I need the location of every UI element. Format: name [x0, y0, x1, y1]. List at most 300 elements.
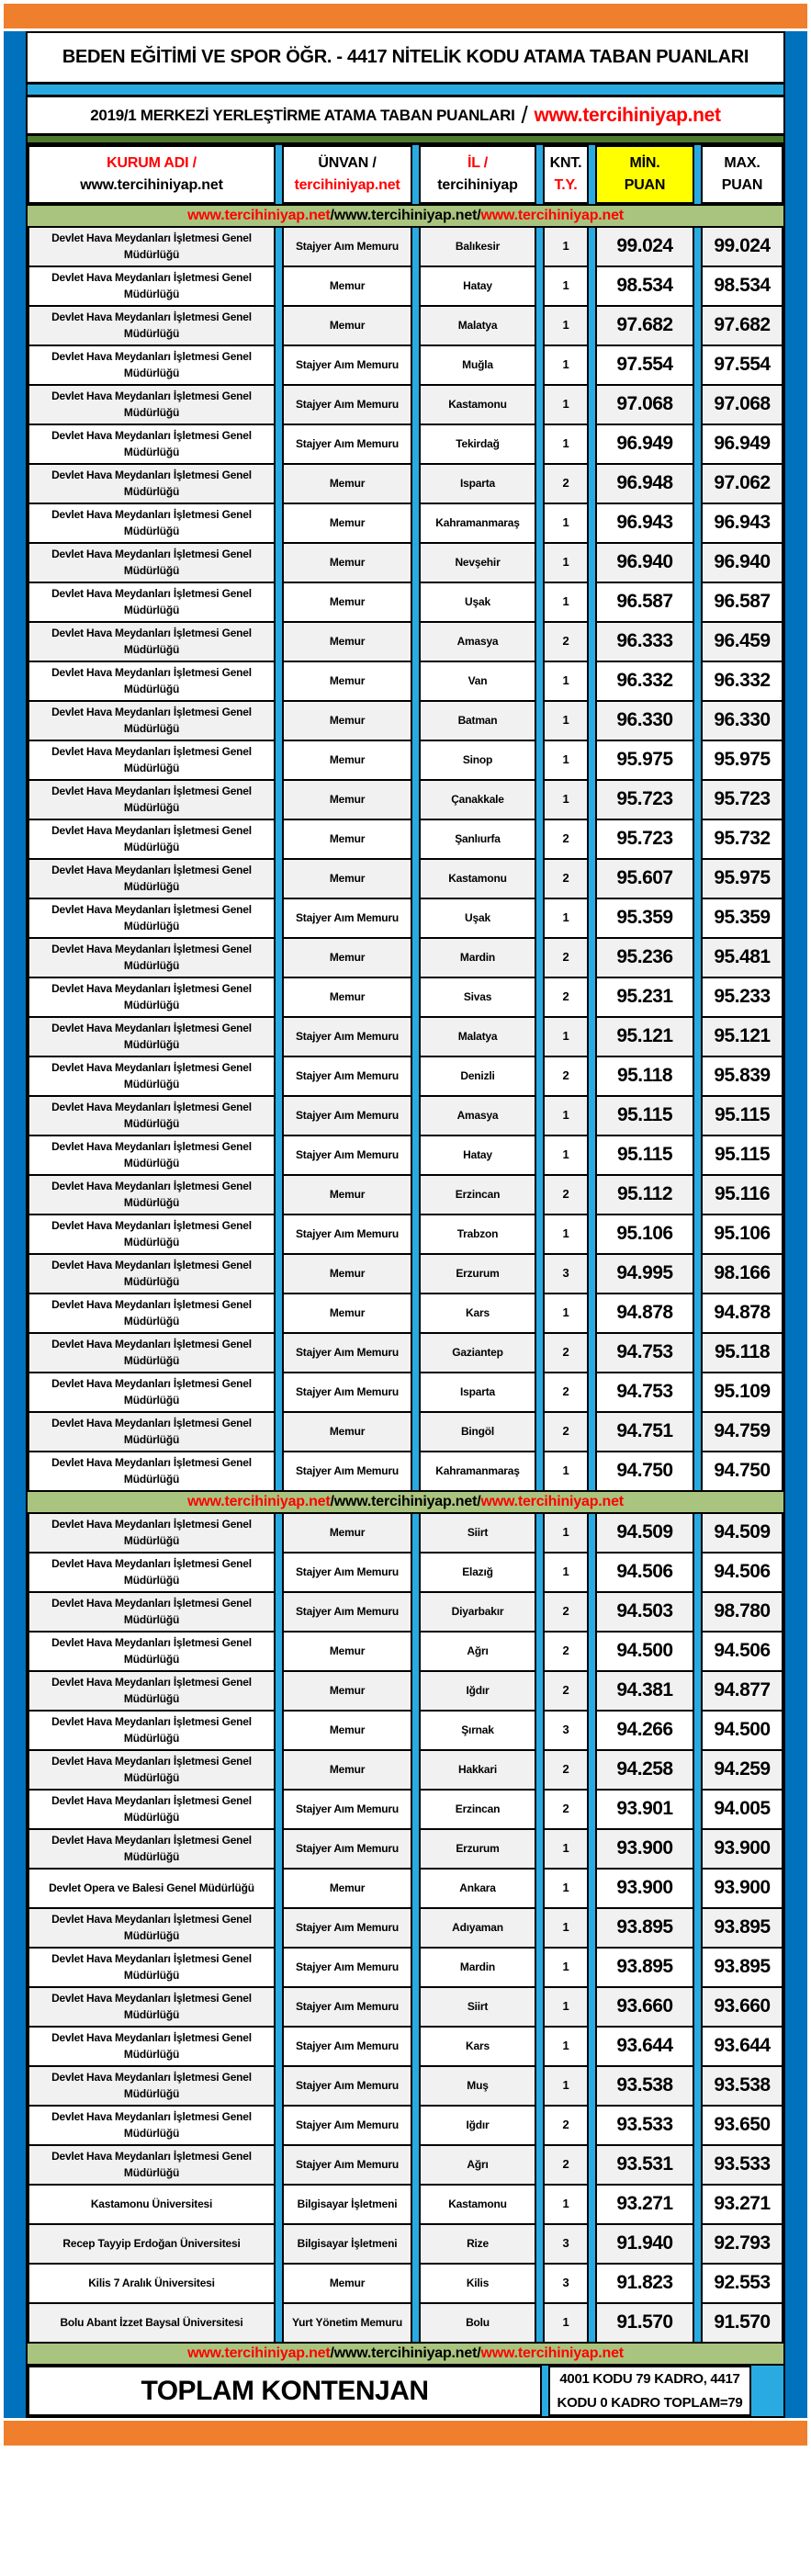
header-cell-kurum	[28, 145, 276, 204]
cell-max: 97.682	[701, 305, 783, 346]
cell-il: Nevşehir	[419, 542, 536, 583]
cell-max: 93.650	[701, 2105, 783, 2146]
cell-unvan: Stajyer Aım Memuru	[282, 2144, 412, 2186]
cell-knt: 2	[543, 819, 589, 860]
cell-knt: 1	[543, 1828, 589, 1870]
cell-min: 94.750	[595, 1451, 694, 1492]
cell-il: Bingöl	[419, 1411, 536, 1452]
cell-min: 95.723	[595, 779, 694, 820]
separator-text: www.tercihiniyap.net	[480, 2345, 624, 2361]
cell-max: 95.121	[701, 1016, 783, 1057]
cell-max: 96.940	[701, 542, 783, 583]
cell-il: Erzincan	[419, 1789, 536, 1830]
cell-knt: 1	[543, 582, 589, 623]
cell-il: Erzincan	[419, 1174, 536, 1215]
cell-unvan: Memur	[282, 1631, 412, 1672]
cell-il: Kastamonu	[419, 858, 536, 899]
cell-min: 94.506	[595, 1552, 694, 1593]
cell-max: 94.500	[701, 1710, 783, 1751]
cell-knt: 1	[543, 2302, 589, 2344]
table-row	[28, 226, 783, 267]
cell-kurum: Devlet Hava Meydanları İşletmesi Genel Müdürlüğü	[28, 1591, 276, 1633]
cell-unvan: Memur	[282, 1868, 412, 1909]
table-row	[28, 1135, 783, 1176]
separator-text: www.tercihiniyap.net	[480, 208, 624, 223]
cell-knt: 1	[543, 305, 589, 346]
cell-min: 93.901	[595, 1789, 694, 1830]
cell-kurum: Devlet Hava Meydanları İşletmesi Genel Müdürlüğü	[28, 1253, 276, 1294]
cell-kurum: Devlet Hava Meydanları İşletmesi Genel Müdürlüğü	[28, 266, 276, 307]
cell-max: 92.793	[701, 2223, 783, 2265]
table-row	[28, 1749, 783, 1791]
cell-il: Ağrı	[419, 1631, 536, 1672]
cell-il: Elazığ	[419, 1552, 536, 1593]
separator-text: www.tercihiniyap.net	[333, 2345, 478, 2361]
cell-max: 96.587	[701, 582, 783, 623]
cell-knt: 2	[543, 1056, 589, 1097]
cell-kurum: Devlet Hava Meydanları İşletmesi Genel Müdürlüğü	[28, 1710, 276, 1751]
cell-unvan: Stajyer Aım Memuru	[282, 2026, 412, 2067]
table-row	[28, 1868, 783, 1909]
cell-kurum: Devlet Hava Meydanları İşletmesi Genel Müdürlüğü	[28, 503, 276, 544]
cell-kurum: Devlet Hava Meydanları İşletmesi Genel Müdürlüğü	[28, 1789, 276, 1830]
cell-kurum: Devlet Hava Meydanları İşletmesi Genel Müdürlüğü	[28, 740, 276, 781]
cell-min: 98.534	[595, 266, 694, 307]
separator-text: /	[477, 1494, 481, 1509]
table-row	[28, 1214, 783, 1255]
cell-unvan: Stajyer Aım Memuru	[282, 898, 412, 939]
separator-text: www.tercihiniyap.net	[333, 1494, 478, 1509]
cell-min: 96.333	[595, 621, 694, 662]
cell-kurum: Devlet Hava Meydanları İşletmesi Genel Müdürlüğü	[28, 819, 276, 860]
table-row	[28, 1710, 783, 1751]
cell-knt: 1	[543, 1947, 589, 1988]
cell-unvan: Memur	[282, 819, 412, 860]
cell-min: 95.236	[595, 937, 694, 978]
www-separator-row	[28, 1490, 783, 1514]
table-row	[28, 582, 783, 623]
cell-il: Çanakkale	[419, 779, 536, 820]
separator-text: /	[477, 2345, 481, 2361]
cell-max: 95.116	[701, 1174, 783, 1215]
cell-il: Malatya	[419, 1016, 536, 1057]
table-body	[28, 204, 783, 2366]
cell-knt: 1	[543, 661, 589, 702]
cell-min: 97.682	[595, 305, 694, 346]
cell-max: 96.459	[701, 621, 783, 662]
cell-unvan: Memur	[282, 1174, 412, 1215]
cell-knt: 1	[543, 1214, 589, 1255]
main-frame	[4, 31, 807, 2418]
table-row	[28, 1631, 783, 1672]
table-row	[28, 2302, 783, 2344]
cell-kurum: Devlet Hava Meydanları İşletmesi Genel Müdürlüğü	[28, 1552, 276, 1593]
cell-max: 98.780	[701, 1591, 783, 1633]
cell-il: Siirt	[419, 1986, 536, 2028]
cell-knt: 1	[543, 424, 589, 465]
cell-min: 94.751	[595, 1411, 694, 1452]
table-row	[28, 2223, 783, 2265]
cell-il: Isparta	[419, 463, 536, 504]
cell-unvan: Memur	[282, 463, 412, 504]
cell-il: Uşak	[419, 582, 536, 623]
cell-unvan: Memur	[282, 266, 412, 307]
cell-min: 94.753	[595, 1372, 694, 1413]
cell-knt: 1	[543, 542, 589, 583]
cell-max: 94.005	[701, 1789, 783, 1830]
cell-min: 94.500	[595, 1631, 694, 1672]
cell-knt: 2	[543, 858, 589, 899]
cell-unvan: Yurt Yönetim Memuru	[282, 2302, 412, 2344]
cell-knt: 1	[543, 1016, 589, 1057]
cell-il: Kastamonu	[419, 2184, 536, 2225]
table-row	[28, 503, 783, 544]
cell-max: 97.062	[701, 463, 783, 504]
cell-il: Şanlıurfa	[419, 819, 536, 860]
cell-knt: 2	[543, 1789, 589, 1830]
table-row	[28, 898, 783, 939]
cell-kurum: Kastamonu Üniversitesi	[28, 2184, 276, 2225]
cell-il: Uşak	[419, 898, 536, 939]
table-row	[28, 1591, 783, 1633]
cell-min: 93.271	[595, 2184, 694, 2225]
cell-il: Trabzon	[419, 1214, 536, 1255]
cell-unvan: Memur	[282, 740, 412, 781]
cell-max: 93.895	[701, 1907, 783, 1949]
cell-min: 94.878	[595, 1293, 694, 1334]
table-row	[28, 661, 783, 702]
cell-min: 99.024	[595, 226, 694, 267]
cell-max: 95.106	[701, 1214, 783, 1255]
cell-max: 98.534	[701, 266, 783, 307]
cell-unvan: Memur	[282, 542, 412, 583]
www-separator-row	[28, 2342, 783, 2366]
cell-knt: 1	[543, 2184, 589, 2225]
cell-knt: 2	[543, 977, 589, 1018]
cell-max: 96.943	[701, 503, 783, 544]
cell-kurum: Devlet Hava Meydanları İşletmesi Genel Müdürlüğü	[28, 621, 276, 662]
cell-knt: 1	[543, 266, 589, 307]
cell-min: 93.900	[595, 1828, 694, 1870]
footer-total-label: TOPLAM KONTENJAN	[28, 2366, 542, 2416]
header-il-line1: İL /	[467, 155, 489, 171]
cell-kurum: Devlet Hava Meydanları İşletmesi Genel Müdürlüğü	[28, 977, 276, 1018]
cell-kurum: Devlet Hava Meydanları İşletmesi Genel Müdürlüğü	[28, 1174, 276, 1215]
cell-il: Denizli	[419, 1056, 536, 1097]
cell-min: 95.231	[595, 977, 694, 1018]
cell-knt: 1	[543, 345, 589, 386]
cell-kurum: Devlet Hava Meydanları İşletmesi Genel Müdürlüğü	[28, 700, 276, 741]
cell-unvan: Stajyer Aım Memuru	[282, 1056, 412, 1097]
cell-max: 93.660	[701, 1986, 783, 2028]
cell-knt: 2	[543, 621, 589, 662]
cell-min: 95.115	[595, 1095, 694, 1136]
cell-unvan: Stajyer Aım Memuru	[282, 1372, 412, 1413]
cell-min: 91.570	[595, 2302, 694, 2344]
cell-kurum: Devlet Hava Meydanları İşletmesi Genel Müdürlüğü	[28, 1135, 276, 1176]
table-row	[28, 819, 783, 860]
cell-max: 93.538	[701, 2065, 783, 2107]
cell-max: 95.115	[701, 1095, 783, 1136]
cell-kurum: Devlet Hava Meydanları İşletmesi Genel Müdürlüğü	[28, 384, 276, 425]
cell-knt: 2	[543, 937, 589, 978]
table-row	[28, 1670, 783, 1712]
cell-min: 95.112	[595, 1174, 694, 1215]
cell-max: 99.024	[701, 226, 783, 267]
cell-knt: 1	[543, 1451, 589, 1492]
cell-knt: 2	[543, 1631, 589, 1672]
cell-unvan: Memur	[282, 582, 412, 623]
cell-kurum: Devlet Hava Meydanları İşletmesi Genel Müdürlüğü	[28, 779, 276, 820]
table-row	[28, 2026, 783, 2067]
cell-unvan: Stajyer Aım Memuru	[282, 384, 412, 425]
cell-unvan: Stajyer Aım Memuru	[282, 1947, 412, 1988]
table-row	[28, 2144, 783, 2186]
cell-max: 93.533	[701, 2144, 783, 2186]
cell-unvan: Stajyer Aım Memuru	[282, 1095, 412, 1136]
cell-kurum: Kilis 7 Aralık Üniversitesi	[28, 2263, 276, 2304]
cell-max: 93.900	[701, 1828, 783, 1870]
cell-il: Diyarbakır	[419, 1591, 536, 1633]
cell-min: 95.115	[595, 1135, 694, 1176]
cell-knt: 3	[543, 1710, 589, 1751]
cell-unvan: Memur	[282, 1253, 412, 1294]
cell-unvan: Stajyer Aım Memuru	[282, 1789, 412, 1830]
cell-il: Balıkesir	[419, 226, 536, 267]
table-row	[28, 2105, 783, 2146]
cell-kurum: Devlet Hava Meydanları İşletmesi Genel Müdürlüğü	[28, 1056, 276, 1097]
cell-min: 95.975	[595, 740, 694, 781]
cell-unvan: Stajyer Aım Memuru	[282, 226, 412, 267]
cell-il: Iğdır	[419, 1670, 536, 1712]
cell-kurum: Devlet Hava Meydanları İşletmesi Genel Müdürlüğü	[28, 542, 276, 583]
cell-min: 94.381	[595, 1670, 694, 1712]
cell-knt: 1	[543, 1512, 589, 1554]
table-row	[28, 2065, 783, 2107]
cell-min: 96.330	[595, 700, 694, 741]
cell-il: Muş	[419, 2065, 536, 2107]
page-title	[28, 33, 783, 85]
cell-unvan: Memur	[282, 621, 412, 662]
cell-il: Hatay	[419, 266, 536, 307]
cell-min: 95.118	[595, 1056, 694, 1097]
cell-knt: 1	[543, 384, 589, 425]
cell-kurum: Devlet Hava Meydanları İşletmesi Genel Müdürlüğü	[28, 1372, 276, 1413]
header-cell-knt	[543, 145, 589, 204]
cell-knt: 1	[543, 898, 589, 939]
cell-max: 94.509	[701, 1512, 783, 1554]
table-row	[28, 345, 783, 386]
header-cell-max	[701, 145, 783, 204]
cell-il: Iğdır	[419, 2105, 536, 2146]
cell-il: Malatya	[419, 305, 536, 346]
cell-kurum: Devlet Hava Meydanları İşletmesi Genel Müdürlüğü	[28, 2026, 276, 2067]
header-kurum-line2: www.tercihiniyap.net	[80, 177, 223, 193]
cell-kurum: Devlet Hava Meydanları İşletmesi Genel Müdürlüğü	[28, 1749, 276, 1791]
separator-text: /	[330, 208, 334, 223]
table-row	[28, 700, 783, 741]
cell-max: 95.481	[701, 937, 783, 978]
cell-knt: 1	[543, 779, 589, 820]
cell-max: 94.506	[701, 1631, 783, 1672]
table-row	[28, 740, 783, 781]
cell-min: 96.949	[595, 424, 694, 465]
cell-kurum: Bolu Abant İzzet Baysal Üniversitesi	[28, 2302, 276, 2344]
cell-max: 94.259	[701, 1749, 783, 1791]
cell-unvan: Memur	[282, 1670, 412, 1712]
table-row	[28, 1451, 783, 1492]
cell-min: 93.644	[595, 2026, 694, 2067]
table-row	[28, 2184, 783, 2225]
cell-max: 95.723	[701, 779, 783, 820]
cell-il: Kars	[419, 1293, 536, 1334]
cell-knt: 2	[543, 2105, 589, 2146]
cell-min: 91.940	[595, 2223, 694, 2265]
cell-min: 94.753	[595, 1332, 694, 1373]
table-row	[28, 1907, 783, 1949]
cell-unvan: Bilgisayar İşletmeni	[282, 2184, 412, 2225]
cell-kurum: Devlet Hava Meydanları İşletmesi Genel Müdürlüğü	[28, 898, 276, 939]
cell-unvan: Stajyer Aım Memuru	[282, 1986, 412, 2028]
cell-kurum: Devlet Hava Meydanları İşletmesi Genel Müdürlüğü	[28, 226, 276, 267]
cell-il: Sinop	[419, 740, 536, 781]
table-row	[28, 977, 783, 1018]
cell-unvan: Memur	[282, 1293, 412, 1334]
header-max-line2: PUAN	[721, 177, 763, 193]
cell-max: 94.750	[701, 1451, 783, 1492]
cell-unvan: Stajyer Aım Memuru	[282, 1451, 412, 1492]
cell-unvan: Stajyer Aım Memuru	[282, 1828, 412, 1870]
table-row	[28, 1016, 783, 1057]
column-header-row	[28, 145, 783, 204]
cell-min: 96.587	[595, 582, 694, 623]
header-cell-min	[595, 145, 694, 204]
cell-min: 91.823	[595, 2263, 694, 2304]
cell-min: 95.121	[595, 1016, 694, 1057]
cell-max: 95.975	[701, 858, 783, 899]
separator-text: /	[330, 2345, 334, 2361]
cell-il: Ağrı	[419, 2144, 536, 2186]
header-cell-unvan	[282, 145, 412, 204]
cell-il: Rize	[419, 2223, 536, 2265]
cell-unvan: Memur	[282, 700, 412, 741]
cell-min: 93.895	[595, 1907, 694, 1949]
cell-il: Van	[419, 661, 536, 702]
subtitle	[28, 97, 783, 136]
cell-knt: 1	[543, 740, 589, 781]
cell-max: 97.554	[701, 345, 783, 386]
separator-text: www.tercihiniyap.net	[333, 208, 478, 223]
footer-total-detail-line1: 4001 KODU 79 KADRO, 4417	[559, 2371, 740, 2387]
cell-max: 96.330	[701, 700, 783, 741]
cell-max: 93.895	[701, 1947, 783, 1988]
table-row	[28, 305, 783, 346]
cell-il: Gaziantep	[419, 1332, 536, 1373]
cell-il: Sivas	[419, 977, 536, 1018]
cell-knt: 1	[543, 700, 589, 741]
subtitle-label: 2019/1 MERKEZİ YERLEŞTİRME ATAMA TABAN PUANLARI	[90, 106, 515, 124]
footer-total-detail-line2: KODU 0 KADRO TOPLAM=79	[557, 2394, 743, 2411]
cell-min: 94.266	[595, 1710, 694, 1751]
cell-unvan: Memur	[282, 779, 412, 820]
cell-unvan: Stajyer Aım Memuru	[282, 1214, 412, 1255]
separator-text: www.tercihiniyap.net	[187, 1494, 331, 1509]
header-min-line2: PUAN	[624, 177, 666, 193]
cell-knt: 2	[543, 1174, 589, 1215]
cell-il: Muğla	[419, 345, 536, 386]
cell-max: 94.878	[701, 1293, 783, 1334]
cell-knt: 3	[543, 2223, 589, 2265]
cell-min: 96.943	[595, 503, 694, 544]
cell-kurum: Devlet Hava Meydanları İşletmesi Genel Müdürlüğü	[28, 1828, 276, 1870]
cell-min: 94.509	[595, 1512, 694, 1554]
header-il-line2: tercihiniyap	[437, 177, 518, 193]
cell-knt: 3	[543, 2263, 589, 2304]
table-row	[28, 1411, 783, 1452]
cell-kurum: Devlet Hava Meydanları İşletmesi Genel Müdürlüğü	[28, 582, 276, 623]
cell-max: 97.068	[701, 384, 783, 425]
cell-knt: 3	[543, 1253, 589, 1294]
header-knt-line2: T.Y.	[554, 177, 578, 193]
table-row	[28, 266, 783, 307]
table-row	[28, 937, 783, 978]
table-row	[28, 384, 783, 425]
cell-knt: 2	[543, 1670, 589, 1712]
cell-max: 96.949	[701, 424, 783, 465]
cell-kurum: Devlet Hava Meydanları İşletmesi Genel Müdürlüğü	[28, 1670, 276, 1712]
cell-min: 93.533	[595, 2105, 694, 2146]
cell-min: 95.723	[595, 819, 694, 860]
table-row	[28, 1986, 783, 2028]
table-row	[28, 1947, 783, 1988]
header-min-line1: MİN.	[629, 155, 660, 171]
cell-il: Batman	[419, 700, 536, 741]
cell-unvan: Memur	[282, 305, 412, 346]
table-row	[28, 463, 783, 504]
cell-knt: 2	[543, 1332, 589, 1373]
cell-unvan: Memur	[282, 1710, 412, 1751]
table-row	[28, 858, 783, 899]
cell-unvan: Stajyer Aım Memuru	[282, 1332, 412, 1373]
cell-unvan: Bilgisayar İşletmeni	[282, 2223, 412, 2265]
cell-knt: 1	[543, 226, 589, 267]
cell-il: Kahramanmaraş	[419, 1451, 536, 1492]
cell-max: 95.115	[701, 1135, 783, 1176]
cyan-divider-bar	[28, 85, 783, 97]
www-separator-row	[28, 204, 783, 228]
cell-il: Mardin	[419, 937, 536, 978]
table-row	[28, 1512, 783, 1554]
cell-min: 96.948	[595, 463, 694, 504]
separator-text: www.tercihiniyap.net	[480, 1494, 624, 1509]
cell-unvan: Memur	[282, 1411, 412, 1452]
header-unvan-line2: tercihiniyap.net	[294, 177, 400, 193]
cell-unvan: Stajyer Aım Memuru	[282, 2065, 412, 2107]
cell-il: Şırnak	[419, 1710, 536, 1751]
cell-unvan: Stajyer Aım Memuru	[282, 1016, 412, 1057]
separator-text: /	[330, 1494, 334, 1509]
cell-kurum: Devlet Hava Meydanları İşletmesi Genel Müdürlüğü	[28, 1293, 276, 1334]
cell-min: 96.940	[595, 542, 694, 583]
cell-kurum: Devlet Hava Meydanları İşletmesi Genel Müdürlüğü	[28, 937, 276, 978]
cell-max: 94.877	[701, 1670, 783, 1712]
separator-text: /	[477, 208, 481, 223]
cell-il: Hatay	[419, 1135, 536, 1176]
cell-max: 95.118	[701, 1332, 783, 1373]
cell-min: 93.660	[595, 1986, 694, 2028]
table-row	[28, 1552, 783, 1593]
cell-il: Erzurum	[419, 1828, 536, 1870]
